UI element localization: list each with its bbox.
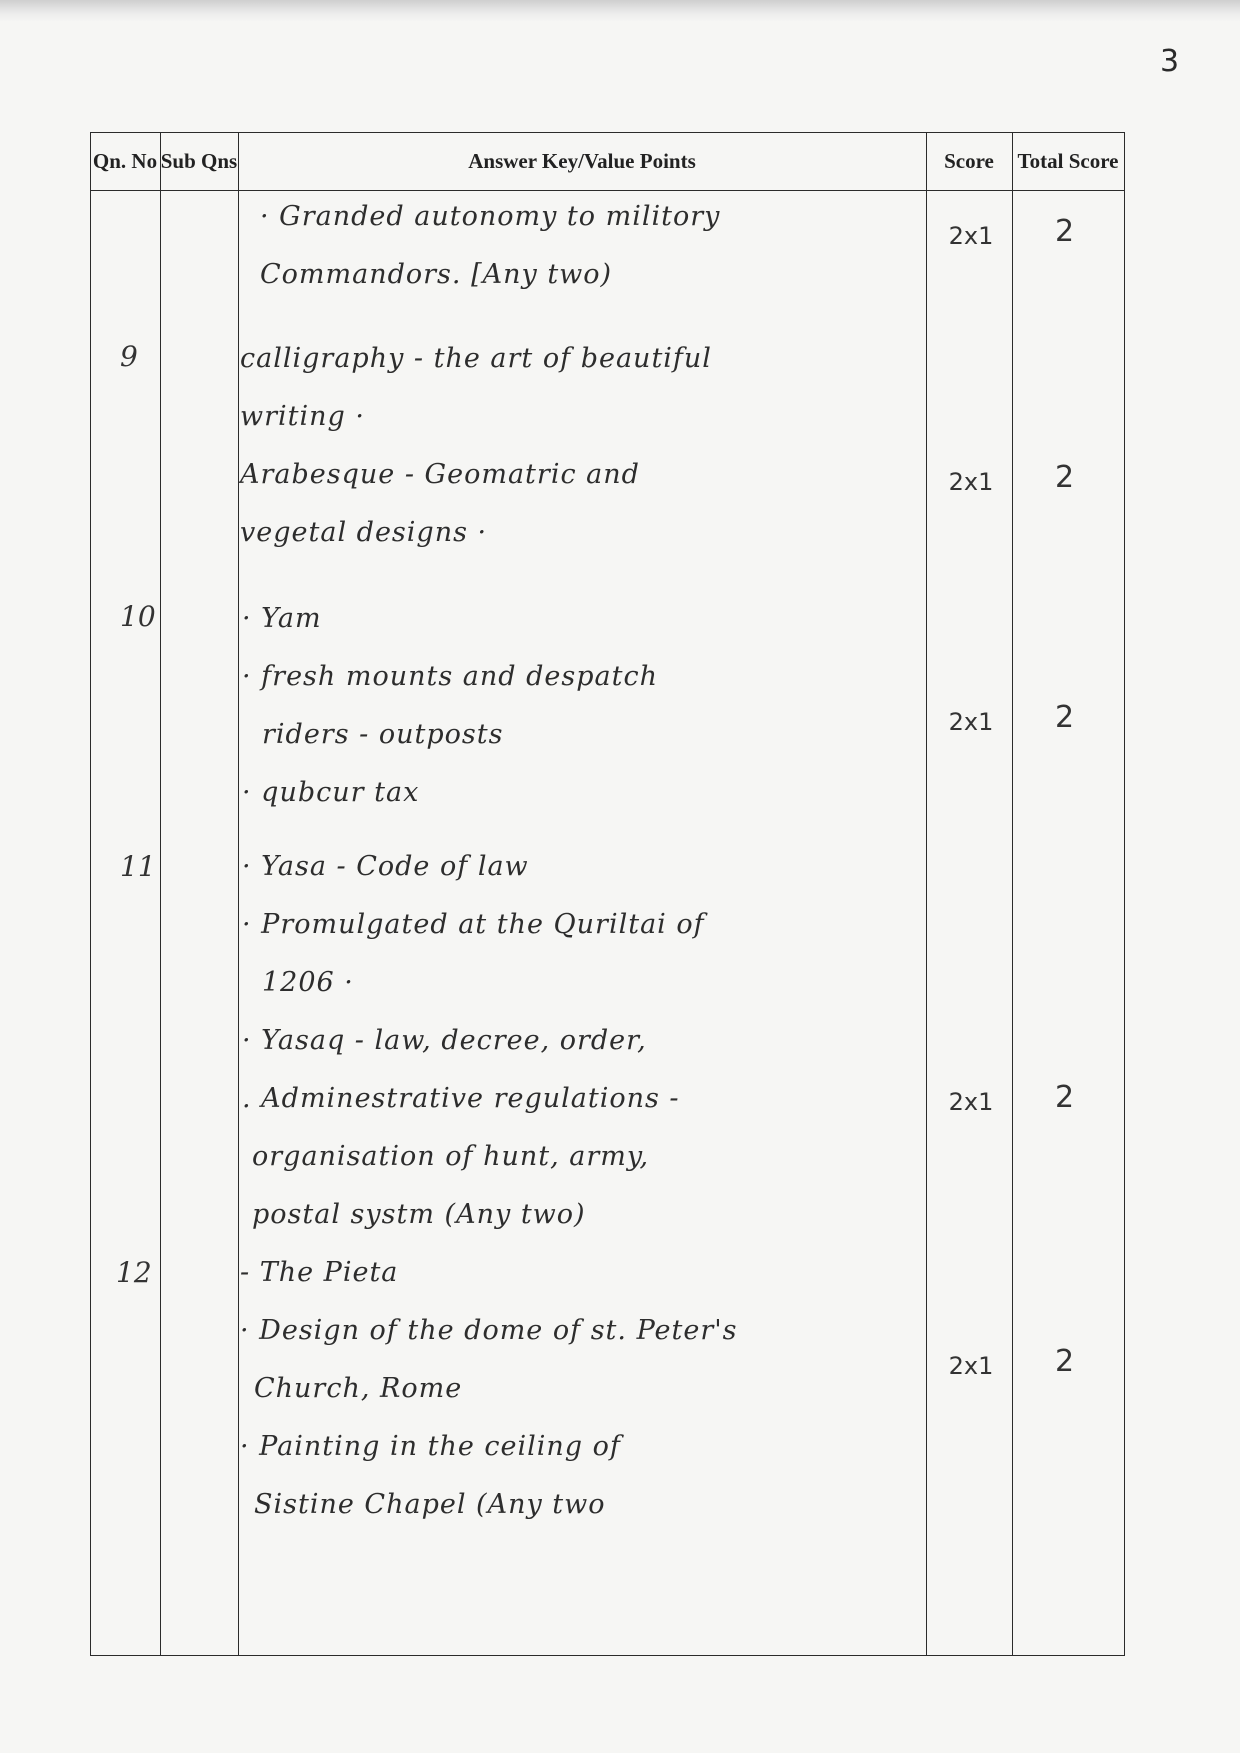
header-sub-qns: Sub Qns	[160, 149, 238, 173]
header-total-score: Total Score	[1017, 149, 1119, 173]
table-border-left	[90, 132, 91, 1656]
question-number: 12	[116, 1256, 152, 1289]
answer-line: · Granded autonomy to militory	[260, 201, 721, 232]
score-value: 2x1	[948, 222, 994, 250]
page-number: 3	[1160, 44, 1180, 79]
answer-text	[242, 838, 962, 1244]
table-border-right	[1124, 132, 1125, 1656]
answer-line: · Yam	[242, 603, 322, 634]
answer-line: · Promulgated at the Quriltai of	[242, 909, 705, 940]
answer-line: vegetal designs ·	[240, 517, 488, 548]
total-score-value: 2	[1054, 1344, 1075, 1379]
column-divider	[238, 132, 239, 1656]
total-score-value: 2	[1054, 1080, 1075, 1115]
answer-line: Arabesque - Geomatric and	[240, 459, 640, 490]
answer-line: · qubcur tax	[242, 777, 420, 808]
answer-line: Church, Rome	[254, 1373, 463, 1404]
total-score-value: 2	[1054, 700, 1075, 735]
score-value: 2x1	[948, 1088, 994, 1116]
answer-line: . Adminestrative regulations -	[242, 1083, 680, 1114]
answer-text	[240, 1244, 960, 1534]
answer-text	[240, 330, 960, 562]
column-divider	[1012, 132, 1013, 1656]
answer-text	[242, 590, 962, 822]
question-number: 11	[120, 850, 156, 883]
answer-line: organisation of hunt, army,	[252, 1141, 650, 1172]
total-score-value: 2	[1054, 214, 1075, 249]
question-number: 9	[120, 340, 138, 373]
scan-edge	[0, 0, 1240, 22]
score-value: 2x1	[948, 708, 994, 736]
answer-line: · Yasa - Code of law	[242, 851, 529, 882]
column-divider	[160, 132, 161, 1656]
header-qn-no: Qn. No	[92, 149, 158, 173]
score-value: 2x1	[948, 1352, 994, 1380]
answer-line: - The Pieta	[240, 1257, 399, 1288]
answer-text	[260, 188, 980, 304]
answer-line: · Yasaq - law, decree, order,	[242, 1025, 647, 1056]
answer-line: riders - outposts	[262, 719, 504, 750]
table-border-bottom	[90, 1655, 1125, 1656]
answer-line: · Design of the dome of st. Peter's	[240, 1315, 738, 1346]
answer-line: 1206 ·	[262, 967, 354, 998]
question-number: 10	[120, 600, 156, 633]
answer-line: · fresh mounts and despatch	[242, 661, 659, 692]
header-score: Score	[944, 149, 994, 173]
answer-line: · Painting in the ceiling of	[240, 1431, 621, 1462]
answer-line: calligraphy - the art of beautiful	[240, 343, 712, 374]
total-score-value: 2	[1054, 460, 1075, 495]
header-answer-key: Answer Key/Value Points	[468, 149, 696, 173]
answer-line: Commandors. [Any two)	[260, 259, 613, 290]
answer-line: Sistine Chapel (Any two	[254, 1489, 606, 1520]
answer-line: postal systm (Any two)	[252, 1199, 586, 1230]
answer-line: writing ·	[240, 401, 365, 432]
answer-key-table	[90, 132, 1125, 1656]
score-value: 2x1	[948, 468, 994, 496]
